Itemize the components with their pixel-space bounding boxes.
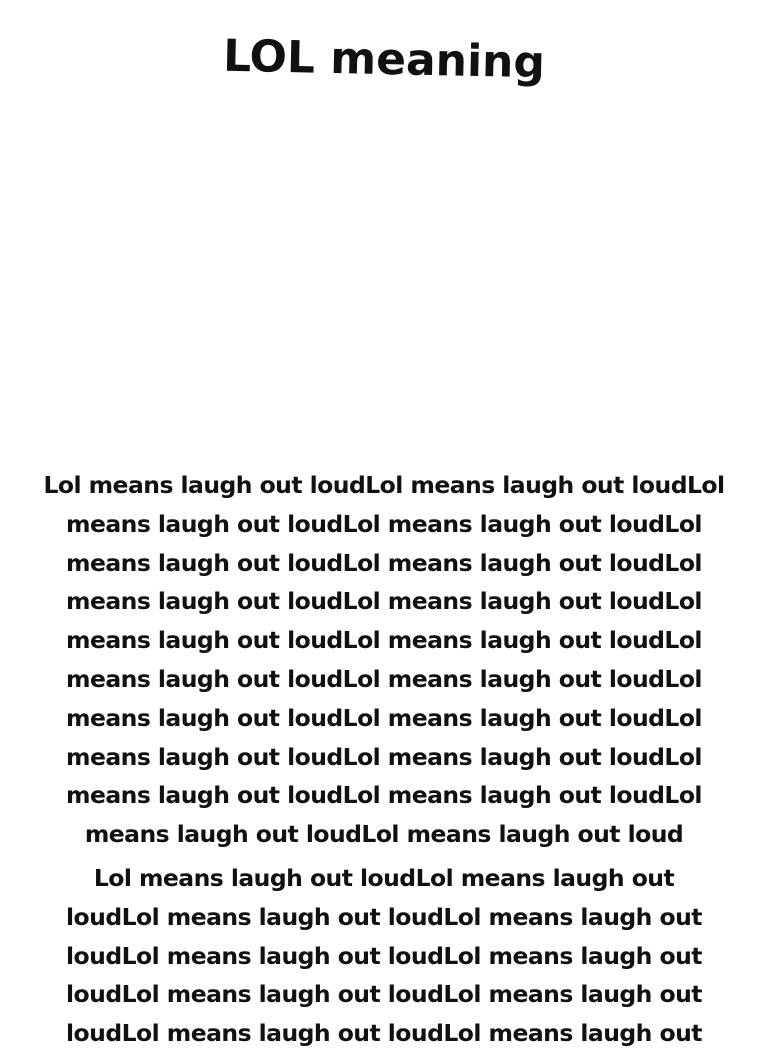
paragraph-line: loudLol means laugh out loudLol means laugh out — [66, 941, 702, 970]
paragraph-line: loudLol means laugh out loudLol means laugh out — [66, 1019, 702, 1048]
paragraph-line: means laugh out loudLol means laugh out loud — [84, 820, 684, 849]
paragraph-line: loudLol means laugh out loudLol means laugh out — [66, 980, 702, 1009]
paragraph-line: means laugh out loudLol means laugh out loudLol — [66, 626, 702, 655]
paragraph-line: means laugh out loudLol means laugh out loudLol — [66, 664, 702, 693]
paragraph-line: means laugh out loudLol means laugh out loudLol — [66, 509, 702, 538]
paragraph-line: Lol means laugh out loudLol means laugh out loudLol — [43, 471, 725, 499]
paragraph-line: Lol means laugh out loudLol means laugh out — [93, 864, 675, 892]
paragraph-line: means laugh out loudLol means laugh out loudLol — [66, 703, 702, 732]
paragraph-line: means laugh out loudLol means laugh out loudLol — [66, 781, 702, 810]
paragraph-block-1 — [0, 466, 768, 854]
paragraph-line: means laugh out loudLol means laugh out loudLol — [66, 742, 702, 771]
paragraph-line: means laugh out loudLol means laugh out loudLol — [66, 587, 702, 616]
paragraph-line: loudLol means laugh out loudLol means laugh out — [66, 902, 702, 931]
paragraph-line: means laugh out loudLol means laugh out loudLol — [66, 548, 702, 577]
page-title: LOL meaning — [222, 30, 546, 89]
